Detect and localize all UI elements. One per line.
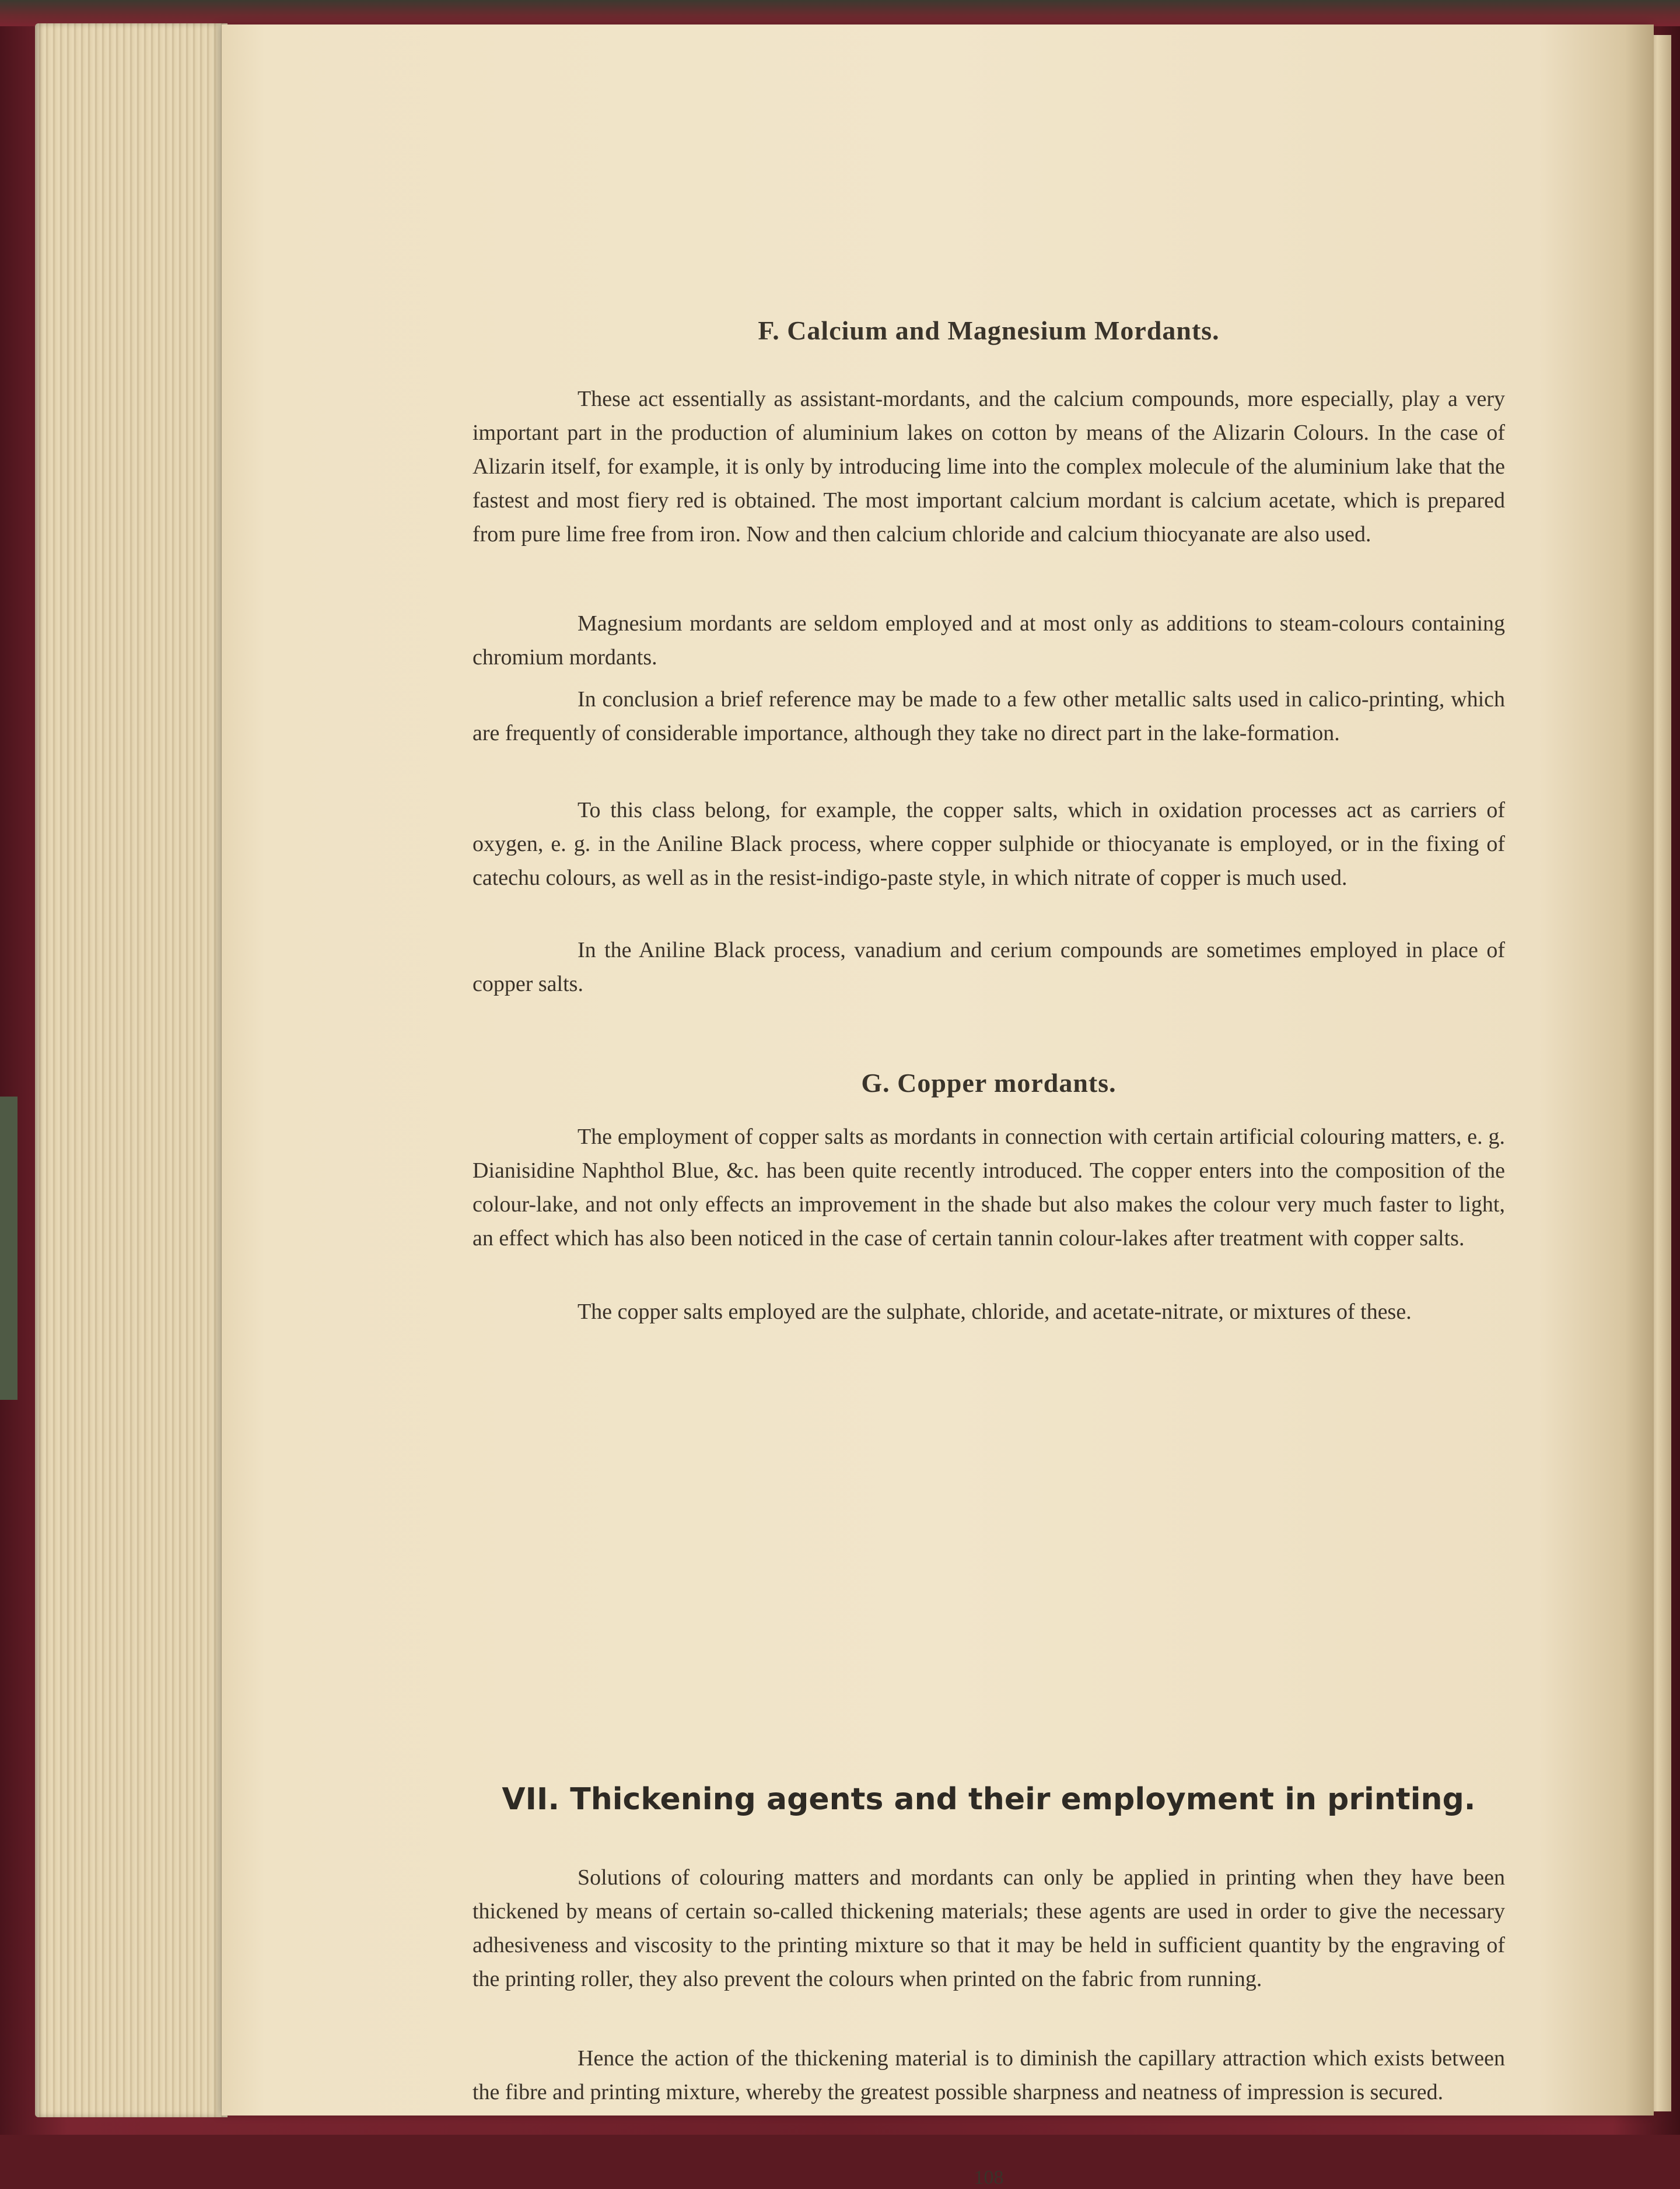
page-number: 108 [974,2167,1004,2188]
paragraph: To this class belong, for example, the copper salts, which in oxidation processes act as carriers of oxygen, e. g. in the Aniline Black process, where copper sulphide or thiocyanate is employed, or in the fixing of catechu colours, as well as in the resist-indigo-paste style, in which nitrate of copper is much used. [473,798,1505,890]
paragraph: Magnesium mordants are seldom employed and at most only as additions to steam-colours containing chromium mordants. [473,611,1505,670]
section-heading-calcium: F. Calcium and Magnesium Mordants. [758,316,1220,345]
paragraph: Hence the action of the thickening material is to diminish the capillary attraction which exists between the fibre and printing mixture, whereby the greatest possible sharpness and neatness of impression is secured. [473,2046,1505,2104]
paragraph: Solutions of colouring matters and mordants can only be applied in printing when they have been thickened by means of certain so-called thickening materials; these agents are used in order to give the necessary adhesiveness and viscosity to the printing mixture so that it may be held in sufficient quantity by the engraving of the printing roller, they also prevent the colours when printed on the fabric from running. [473,1865,1505,1991]
section-heading-copper: G. Copper mordants. [861,1068,1116,1098]
chapter-heading-thickening: VII. Thickening agents and their employment in printing. [502,1782,1476,1817]
paragraph: The employment of copper salts as mordants in connection with certain artificial colouring matters, e. g. Dianisidine Naphthol Blue, &c. has been quite recently introduced. The copper enters into the composition of the colour-lake, and not only effects an improvement in the shade but also makes the colour very much faster to light, an effect which has also been noticed in the case of certain tannin colour-lakes after treatment with copper salts. [473,1125,1505,1251]
cover-top-edge [0,0,1680,26]
cover-spine-patch [0,1097,18,1400]
paragraph: These act essentially as assistant-mordants, and the calcium compounds, more especially, play a very important part in the production of aluminium lakes on cotton by means of the Alizarin Colours. In the case of Alizarin itself, for example, it is only by introducing lime into the complex molecule of the aluminium lake that the fastest and most fiery red is obtained. The most important calcium mordant is calcium acetate, which is prepared from pure lime free from iron. Now and then calcium chloride and calcium thiocyanate are also used. [473,387,1505,547]
paragraph: In the Aniline Black process, vanadium and cerium compounds are sometimes employed in place of copper salts. [473,938,1505,996]
paragraph: The copper salts employed are the sulphate, chloride, and acetate-nitrate, or mixtures of these. [578,1300,1412,1324]
paragraph: In conclusion a brief reference may be made to a few other metallic salts used in calico-printing, which are frequently of considerable importance, although they take no direct part in the lake-formation. [473,687,1505,745]
page-stack-edges [35,23,228,2117]
